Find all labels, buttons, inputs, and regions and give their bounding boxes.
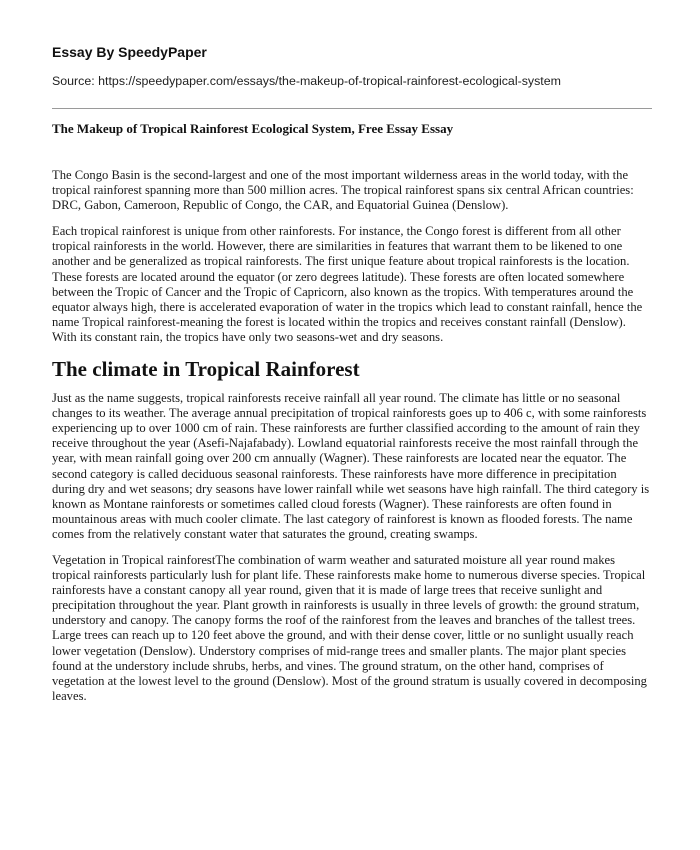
- paragraph: The Congo Basin is the second-largest and one of the most important wilderness areas in the world today, with the tropical rainforest spanning more than 500 million acres. The tropical rainforest spans six central African countries: DRC, Gabon, Cameroon, Republic of Congo, the CAR, and Equatorial Guinea (Denslow).: [52, 168, 634, 213]
- essay-body: [52, 168, 652, 715]
- section-heading: The climate in Tropical Rainforest: [52, 357, 360, 382]
- source-label: Source:: [52, 74, 95, 88]
- paragraph: Each tropical rainforest is unique from other rainforests. For instance, the Congo forest is different from all other tropical rainforests in the world. However, there are similarities in features that warrant them to be likened to one another and be generalized as tropical rainforests. The first unique feature about tropical rainforests is the location. These forests are located around the equator (or zero degrees latitude). These forests are often located somewhere between the Tropic of Cancer and the Tropic of Capricorn, also known as the tropics. With temperatures around the equator always high, there is accelerated evaporation of water in the tropics which lead to constant rainfall, hence the name Tropical rainforest-meaning the forest is located within the tropics and receives constant rainfall (Denslow). With its constant rain, the tropics have only two seasons-wet and dry seasons.: [52, 224, 643, 344]
- site-title: Essay By SpeedyPaper: [52, 44, 207, 60]
- source-line: [52, 74, 652, 88]
- header-divider: [52, 108, 652, 109]
- paragraph: Just as the name suggests, tropical rainforests receive rainfall all year round. The climate has little or no seasonal changes to its weather. The average annual precipitation of tropical rainforests goes up to 406 c, with some rainforests experiencing up to over 1000 cm of rain. These rainforests are further classified according to the amount of rain they receive throughout the year (Asefi-Najafabady). Lowland equatorial rainforests receive the most rainfall through the year, with mean rainfall going over 200 cm annually (Wagner). These rainforests are located near the equator. The second category is called deciduous seasonal rainforests. These rainforests have more difference in precipitation during dry and wet seasons; dry seasons have lower rainfall while wet seasons have high rainfall. The third category is known as Montane rainforests or sometimes called cloud forests (Wagner). These rainforests are often found in mountainous areas with much cooler climate. The last category of rainforest is known as flooded forests. The name comes from the relatively constant water that saturates the ground, creating swamps.: [52, 391, 650, 541]
- paragraph: Vegetation in Tropical rainforestThe combination of warm weather and saturated moisture all year round makes tropical rainforests particularly lush for plant life. These rainforests make home to numerous diverse species. Tropical rainforests have a constant canopy all year round, given that it is made of large trees that receive sunlight and precipitation throughout the year. Plant growth in rainforests is usually in three levels of growth: the ground stratum, understory and canopy. The canopy forms the roof of the rainforest from the leaves and branches of the tallest trees. Large trees can reach up to 120 feet above the ground, and with their dense cover, little or no sunlight usually reach lower vegetation (Denslow). Understory comprises of mid-range trees and smaller plants. The major plant species found at the understory include shrubs, herbs, and vines. The ground stratum, on the other hand, comprises of vegetation at the lowest level to the ground (Denslow). Most of the ground stratum is usually covered in decomposing leaves.: [52, 552, 647, 703]
- essay-title: The Makeup of Tropical Rainforest Ecological System, Free Essay Essay: [52, 121, 454, 136]
- source-url-link[interactable]: https://speedypaper.com/essays/the-makeup-of-tropical-rainforest-ecological-system: [98, 74, 561, 88]
